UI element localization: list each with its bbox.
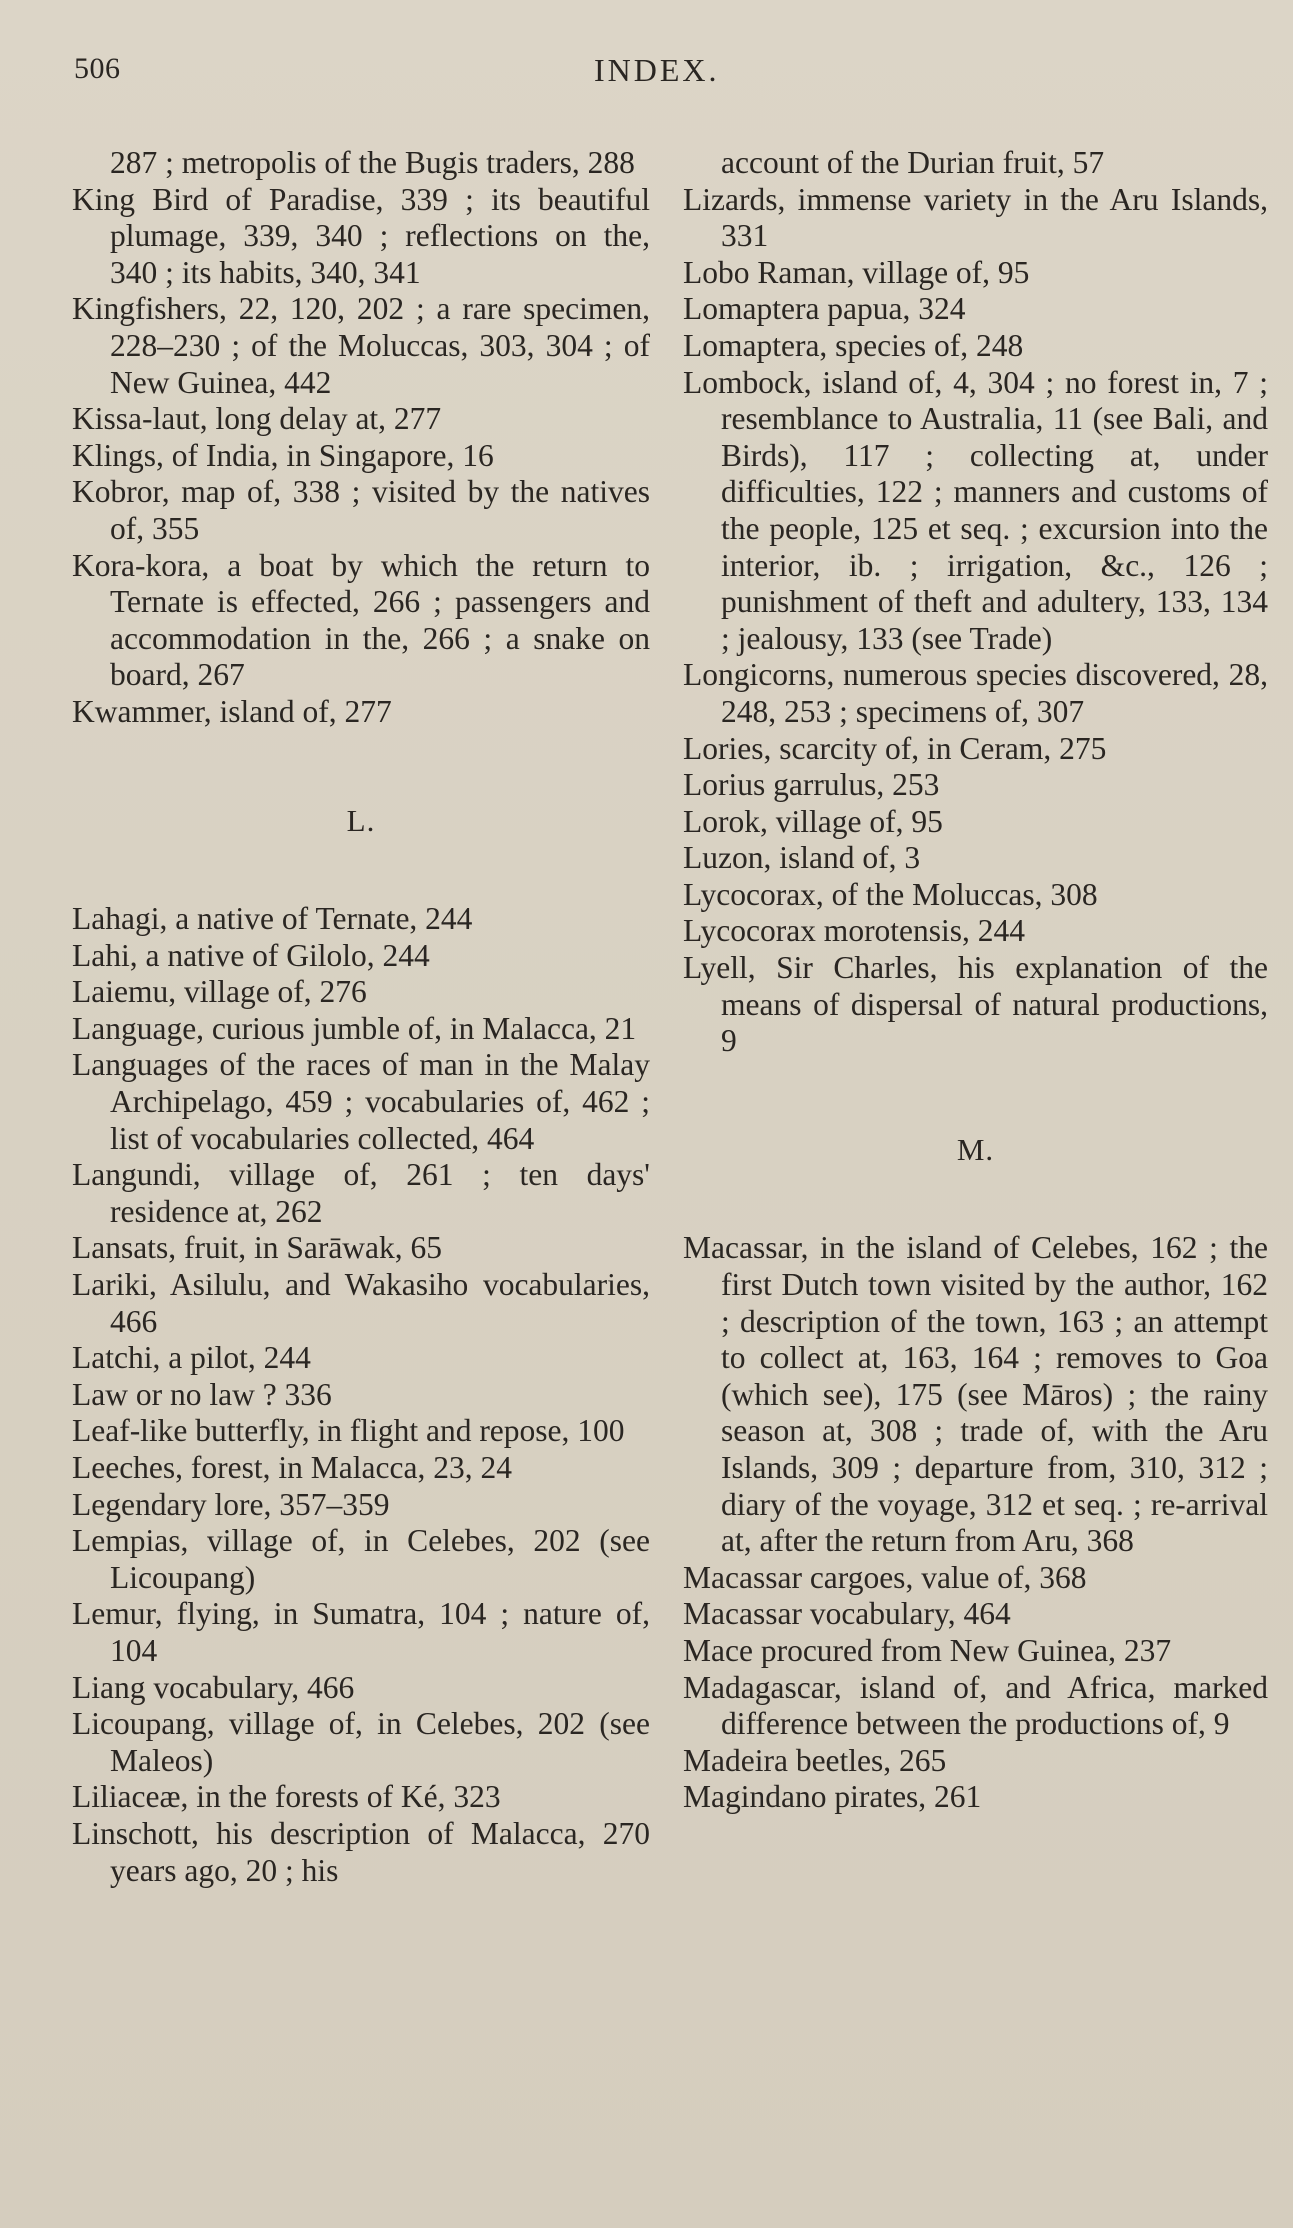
index-entry: Longicorns, numerous species discovered, 28, 248, 253 ; specimens of, 307	[683, 657, 1268, 729]
index-entry: Madagascar, island of, and Africa, marked difference between the productions of, 9	[683, 1669, 1268, 1742]
index-entry: Lorok, village of, 95	[683, 803, 943, 839]
index-entry: Kwammer, island of, 277	[72, 693, 392, 729]
index-entry: Klings, of India, in Singapore, 16	[72, 437, 494, 473]
page-number: 506	[74, 52, 121, 85]
index-entry: Languages of the races of man in the Malay Archipelago, 459 ; vocabularies of, 462 ; list of vocabularies collected, 464	[72, 1047, 650, 1156]
index-entry: Macassar vocabulary, 464	[683, 1596, 1011, 1632]
index-entry: Lobo Raman, village of, 95	[683, 254, 1030, 290]
index-entry: Kissa-laut, long delay at, 277	[72, 401, 442, 437]
index-entry: Lemur, flying, in Sumatra, 104 ; nature of, 104	[72, 1596, 650, 1668]
index-entry: Law or no law ? 336	[72, 1376, 332, 1412]
index-entry: Kingfishers, 22, 120, 202 ; a rare specimen, 228–230 ; of the Moluccas, 303, 304 ; of New Guinea, 442	[72, 291, 650, 400]
right-column	[683, 145, 1268, 1816]
index-entry: Luzon, island of, 3	[683, 840, 921, 876]
index-entry: Lempias, village of, in Celebes, 202 (see Licoupang)	[72, 1523, 650, 1595]
index-entry: Leeches, forest, in Malacca, 23, 24	[72, 1450, 512, 1485]
section-spacer	[72, 839, 650, 901]
index-entry: Licoupang, village of, in Celebes, 202 (see Maleos)	[72, 1706, 650, 1778]
index-entry: Lycocorax morotensis, 244	[683, 913, 1026, 949]
running-head: INDEX.	[594, 52, 720, 88]
index-entry: Lariki, Asilulu, and Wakasiho vocabularies, 466	[72, 1267, 650, 1339]
index-entry: Lories, scarcity of, in Ceram, 275	[683, 730, 1107, 766]
index-entry: Lizards, immense variety in the Aru Islands, 331	[683, 181, 1268, 254]
section-spacer	[72, 731, 650, 803]
index-entry: Leaf-like butterfly, in flight and repose, 100	[72, 1413, 625, 1449]
index-entry: Langundi, village of, 261 ; ten days' residence at, 262	[72, 1157, 650, 1229]
index-entry: Lahi, a native of Gilolo, 244	[72, 937, 430, 973]
index-entry: Macassar cargoes, value of, 368	[683, 1559, 1087, 1595]
index-entry: Lomaptera, species of, 248	[683, 327, 1024, 363]
section-heading-m: M.	[956, 1131, 995, 1167]
index-entry: Legendary lore, 357–359	[72, 1486, 390, 1522]
index-entry: Kora-kora, a boat by which the return to Ternate is effected, 266 ; passengers and accommodation in the, 266 ; a snake on board, 267	[72, 547, 650, 693]
index-entry-continuation: account of the Durian fruit, 57	[721, 145, 1105, 180]
index-entry: Laiemu, village of, 276	[72, 974, 367, 1010]
index-entry-continuation: 287 ; metropolis of the Bugis traders, 288	[110, 145, 635, 180]
index-entry: Lahagi, a native of Ternate, 244	[72, 901, 473, 937]
section-spacer	[683, 1060, 1268, 1132]
index-entry: Linschott, his description of Malacca, 270 years ago, 20 ; his	[72, 1815, 650, 1888]
index-entry: Lombock, island of, 4, 304 ; no forest in, 7 ; resemblance to Australia, 11 (see Bali, and Birds), 117 ; collecting at, under difficulties, 122 ; manners and customs of the people, 125 et seq. ; excursion into the interior, ib. ; irrigation, &c., 126 ; punishment of theft and adultery, 133, 134 ; jealousy, 133 (see Trade)	[683, 364, 1268, 656]
index-entry: Lansats, fruit, in Sarāwak, 65	[72, 1230, 443, 1266]
index-entry: Madeira beetles, 265	[683, 1742, 947, 1778]
index-entry: Lyell, Sir Charles, his explanation of the means of dispersal of natural productions, 9	[683, 950, 1268, 1059]
index-entry: King Bird of Paradise, 339 ; its beautiful plumage, 339, 340 ; reflections on the, 340 ; its habits, 340, 341	[72, 181, 650, 290]
section-heading-l: L.	[346, 802, 376, 838]
index-entry: Mace procured from New Guinea, 237	[683, 1632, 1172, 1668]
index-entry: Lorius garrulus, 253	[683, 767, 940, 803]
index-entry: Lycocorax, of the Moluccas, 308	[683, 876, 1098, 912]
index-entry: Latchi, a pilot, 244	[72, 1340, 311, 1376]
page-header	[74, 52, 1254, 102]
section-spacer	[683, 1168, 1268, 1230]
index-entry: Magindano pirates, 261	[683, 1779, 982, 1815]
index-entry: Lomaptera papua, 324	[683, 291, 966, 327]
left-column	[72, 145, 650, 1889]
index-entry: Kobror, map of, 338 ; visited by the natives of, 355	[72, 474, 650, 546]
index-entry: Language, curious jumble of, in Malacca, 21	[72, 1010, 637, 1046]
index-entry: Liliaceæ, in the forests of Ké, 323	[72, 1779, 501, 1815]
index-entry: Macassar, in the island of Celebes, 162 ; the first Dutch town visited by the author, 162 ; description of the town, 163 ; an attempt to collect at, 163, 164 ; removes to Goa (which see), 175 (see Māros) ; the rainy season at, 308 ; trade of, with the Aru Islands, 309 ; departure from, 310, 312 ; diary of the voyage, 312 et seq. ; re-arrival at, after the return from Aru, 368	[683, 1230, 1268, 1559]
index-entry: Liang vocabulary, 466	[72, 1669, 355, 1705]
